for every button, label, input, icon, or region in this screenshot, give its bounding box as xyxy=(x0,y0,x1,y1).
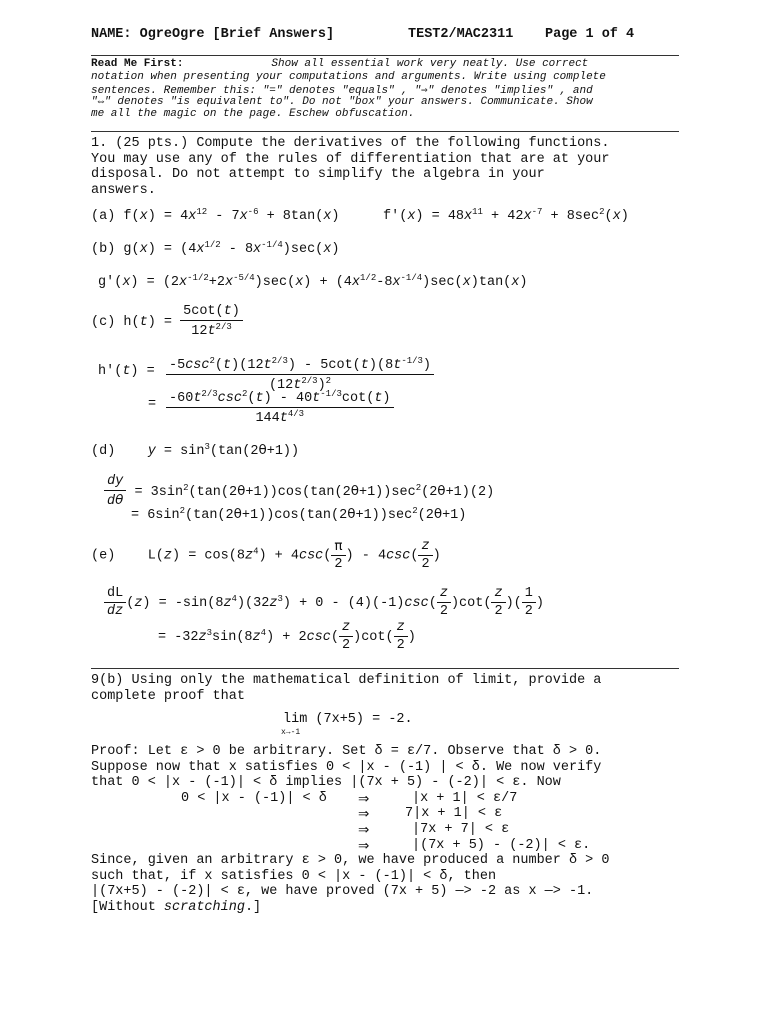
chain-step-1: |x + 1| < ε/7 xyxy=(412,791,518,806)
problem9-line2: complete proof that xyxy=(91,688,245,704)
chain-step-4: |(7x + 5) - (-2)| < ε. xyxy=(412,838,591,853)
part-c-equals: = xyxy=(148,397,157,412)
part-d: (d) $y = \sin^3(\tan(2\theta+1))$ xyxy=(91,442,300,459)
problem1-line3: disposal. Do not attempt to simplify the algebra in your xyxy=(91,167,545,182)
part-c: (c) h(t) = $\frac{5\cot(t)}{12t^{2/3}}$ xyxy=(91,304,243,339)
part-e-answer: $\frac{dL}{dz}$ $(z) = -\sin(8z^4)(32z^3) + 0 - (4)(-1)\csc$( $\frac{z}{2}$ )cot( $\frac{z}{2}$ )( $\frac{1}{2}$ ) xyxy=(104,586,544,619)
problem9-line1: 9(b) Using only the mathematical definition of limit, provide a xyxy=(91,673,602,688)
chain-left: 0 < |x - (-1)| < δ xyxy=(181,791,327,806)
proof-line2: Suppose now that x satisfies 0 < |x - (-1) | < δ. We now verify xyxy=(91,759,602,775)
proof-line3: that 0 < |x - (-1)| < δ implies |(7x + 5) - (-2)| < ε. Now xyxy=(91,775,561,790)
readme-rule xyxy=(91,131,679,132)
problem1-statement xyxy=(91,136,609,198)
readme-block xyxy=(91,58,606,121)
readme-line1: Show all essential work very neatly. Use correct xyxy=(271,58,589,70)
limit-expression: lim (7x+5) = -2. xyxy=(283,712,413,727)
proof-intro xyxy=(91,744,601,791)
student-name: NAME: OgreOgre [Brief Answers] xyxy=(91,27,335,42)
course-title: TEST2/MAC2311 xyxy=(408,27,514,42)
readme-line3: sentences. Remember this: "=" denotes "equals" , "⇒" denotes "implies" , and xyxy=(91,85,593,97)
problem1-line4: answers. xyxy=(91,182,156,198)
part-d-answer2: = $6\sin^2(\tan(2\theta+1))\cos(\tan(2\theta+1))\sec^2(2\theta+1)$ xyxy=(131,506,467,523)
part-a: (a) $f(x) = 4x^{12} - 7x^{-6} + 8\tan(x)$ xyxy=(91,207,340,224)
problem1-line1: 1. (25 pts.) Compute the derivatives of the following functions. xyxy=(91,136,610,151)
part-c-answer-lhs: h′(t) = xyxy=(98,364,155,379)
chain-step-2: 7|x + 1| < ε xyxy=(405,806,503,821)
implies-arrow-3: ⇒ xyxy=(358,822,370,838)
implies-arrow-4: ⇒ xyxy=(358,838,370,854)
since-line4-italic: scratching xyxy=(163,899,245,915)
since-line3: |(7x+5) - (-2)| < ε, we have proved (7x + 5) —> -2 as x —> -1. xyxy=(91,884,594,899)
implies-arrow-1: ⇒ xyxy=(358,791,370,807)
readme-label: Read Me First: xyxy=(91,58,184,70)
since-line4-post: .] xyxy=(244,899,262,915)
part-a-answer: $f'(x) = 48x^{11} + 42x^{-7} + 8\sec^2(x)$ xyxy=(383,207,629,224)
problem1-line2: You may use any of the rules of differentiation that are at your xyxy=(91,151,610,167)
limit-subscript: x→-1 xyxy=(281,728,301,737)
since-line4-pre: [Without xyxy=(91,899,164,915)
proof-conclusion xyxy=(91,853,609,915)
header-rule xyxy=(91,55,679,56)
proof-line1: Proof: Let ε > 0 be arbitrary. Set δ = ε/7. Observe that δ > 0. xyxy=(91,744,602,759)
part-d-answer: $\frac{dy}{d\theta}$ = $3\sin^2(\tan(2\theta+1))\cos(\tan(2\theta+1))\sec^2(2\theta+1)(2)$ xyxy=(104,474,494,509)
page-indicator: Page 1 of 4 xyxy=(545,27,635,42)
section-rule xyxy=(91,668,679,669)
problem9-statement xyxy=(91,673,601,704)
part-e: (e) $L(z) = \cos(8z^4) + 4\csc$( $\frac{\pi}{2}$ ) - 4csc( $\frac{z}{2}$ ) xyxy=(91,538,441,572)
since-line4 xyxy=(91,900,609,916)
part-e-answer2: = $-32z^3\sin(8z^4) + 2\csc$( $\frac{z}{2}$ )cot( $\frac{z}{2}$ ) xyxy=(158,620,416,653)
part-b-answer: $g'(x) = (2x^{-1/2}+2x^{-5/4})\sec(x) + (4x^{1/2}-8x^{-1/4})\sec(x)\tan(x)$ xyxy=(98,273,528,290)
readme-line4: "⇔" denotes "is equivalent to". Do not "box" your answers. Communicate. Show xyxy=(91,95,593,108)
readme-line2: notation when presenting your computations and arguments. Write using complete xyxy=(91,70,606,83)
readme-line5: me all the magic on the page. Eschew obfuscation. xyxy=(91,108,415,120)
part-c-answer-frac1: $\frac{-5\csc^2(t)(12t^{2/3}) - 5\cot(t)(8t^{-1/3})}{(12t^{2/3})^2}$ xyxy=(166,356,434,393)
implies-arrow-2: ⇒ xyxy=(358,806,370,822)
part-c-answer-frac2: $\frac{-60t^{2/3}\csc^2(t) - 40t^{-1/3}\cot(t)}{144t^{4/3}}$ xyxy=(166,389,394,426)
chain-step-3: |7x + 7| < ε xyxy=(412,822,510,837)
since-line2: such that, if x satisfies 0 < |x - (-1)| < δ, then xyxy=(91,868,497,884)
part-b: (b) $g(x) = (4x^{1/2} - 8x^{-1/4})\sec(x)$ xyxy=(91,240,340,257)
since-line1: Since, given an arbitrary ε > 0, we have produced a number δ > 0 xyxy=(91,853,610,868)
